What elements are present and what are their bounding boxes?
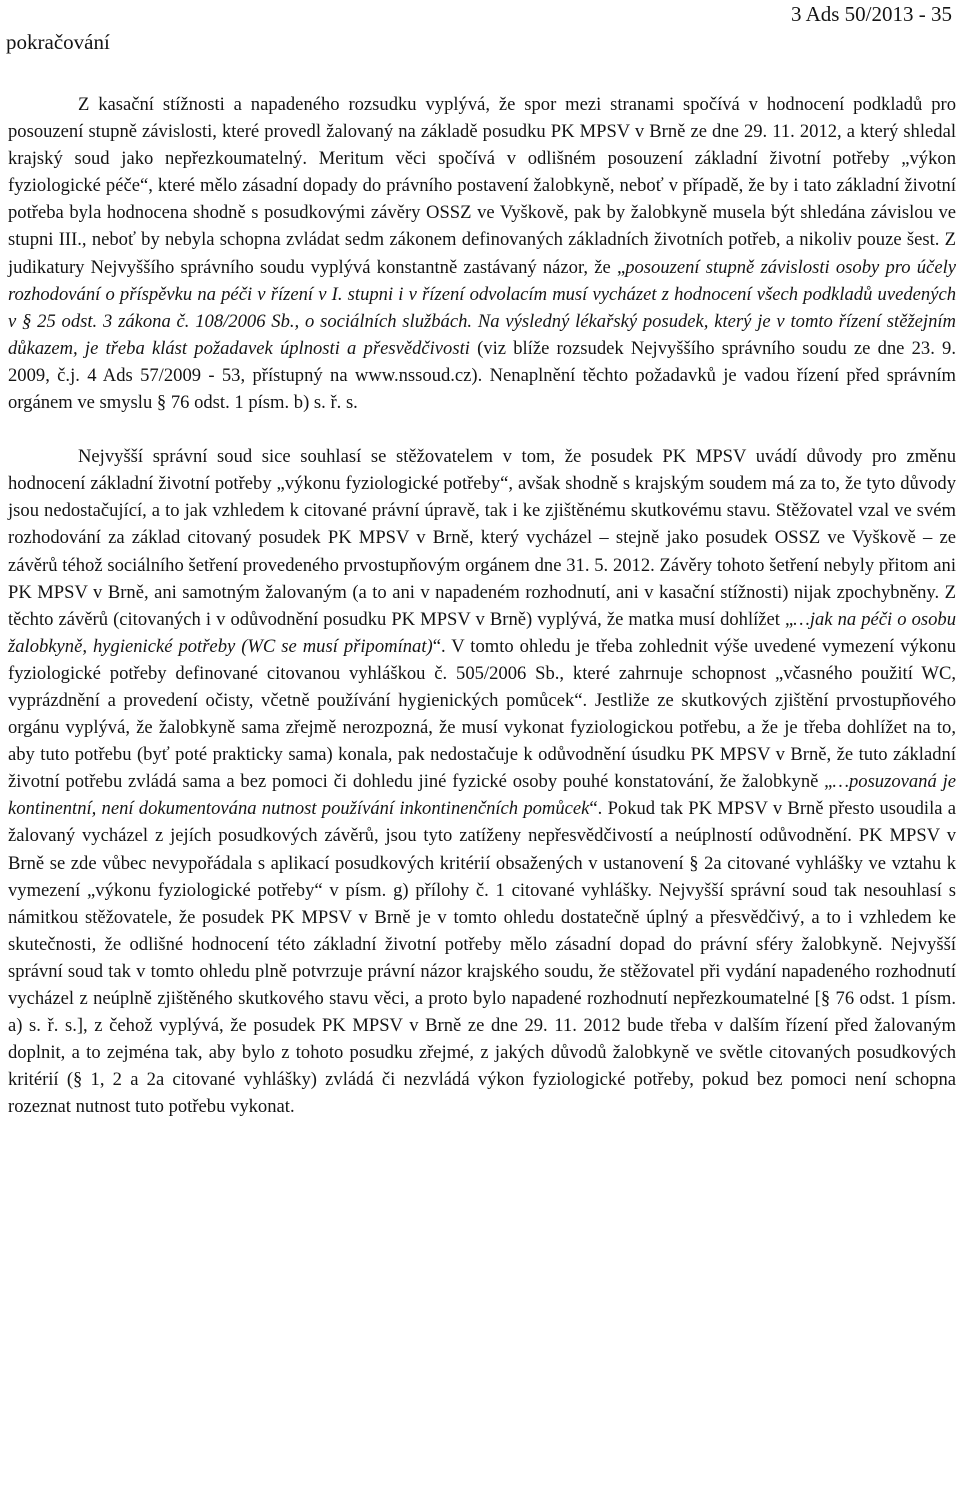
paragraph-1-text-end: (viz blíže rozsudek Nejvyššího správního soudu ze dne 23. 9. 2009, č.j. 4 Ads 57/2009 - 53, přístupný na www.nssoud.cz). Nenaplnění těchto požadavků je vadou řízení před správním orgánem ve smyslu § 76 odst. 1 písm. b) s. ř. s. — [8, 337, 956, 414]
paragraph-2 — [8, 443, 956, 1120]
paragraph-2-quote-1: …jak na péči o osobu žalobkyně, hygienické potřeby (WC se musí připomínat) — [8, 608, 956, 657]
paragraph-2-text: Nejvyšší správní soud sice souhlasí se stěžovatelem v tom, že posudek PK MPSV uvádí důvody pro změnu hodnocení základní životní potřeby „výkonu fyziologické potřeby“, avšak shodně s krajským soudem má za to, že tyto důvody jsou nedostačující, a to jak vzhledem k citované právní úpravě, tak i ke zjištěnému skutkovému stavu. Stěžovatel vzal ve svém rozhodování za základ citovaný posudek PK MPSV v Brně, který vycházel – stejně jako posudek OSSZ ve Vyškově – ze závěrů téhož sociálního šetření provedeného prvostupňovým orgánem dne 31. 5. 2012. Závěry tohoto šetření nebyly přitom ani PK MPSV v Brně, ani samotným žalovaným (a to ani v napadeném rozhodnutí, ani v kasační stížnosti) nijak zpochybněny. Z těchto závěrů (citovaných i v odůvodnění posudku PK MPSV v Brně) vyplývá, že matka musí dohlížet „ — [8, 446, 956, 630]
paragraph-2-quote-2: …posuzovaná je kontinentní, není dokumentována nutnost používání inkontinenčních pomůcek — [8, 771, 956, 820]
continuation-label: pokračování — [6, 30, 110, 54]
paragraph-1-text: Z kasační stížnosti a napadeného rozsudku vyplývá, že spor mezi stranami spočívá v hodnocení podkladů pro posouzení stupně závislosti, které provedl žalovaný na základě posudku PK MPSV v Brně ze dne 29. 11. 2012, a který shledal krajský soud jako nepřezkoumatelný. Meritum věci spočívá v odlišném posouzení základní životní potřeby „výkon fyziologické péče“, které mělo zásadní dopady do právního postavení žalobkyně, neboť v případě, že by i tato základní životní potřeba byla hodnocena shodně s posudkovými závěry OSSZ ve Vyškově, pak by žalobkyně musela být shledána závislou ve stupni III., neboť by nebyla schopna zvládat sedm zákonem definovaných základních životních potřeb, a nikoliv pouze šest. Z judikatury Nejvyššího správního soudu vyplývá konstantně zastávaný názor, že „ — [8, 94, 956, 278]
paragraph-1 — [8, 91, 956, 416]
paragraph-1-quote: posouzení stupně závislosti osoby pro účely rozhodování o příspěvku na péči v řízení v I. stupni i v řízení odvolacím musí vycházet z hodnocení všech podkladů uvedených v § 25 odst. 3 zákona č. 108/2006 Sb., o sociálních službách. Na výsledný lékařský posudek, který je v tomto řízení stěžejním důkazem, je třeba klást požadavek úplnosti a přesvědčivosti — [8, 256, 956, 359]
paragraph-2-text-mid: “. V tomto ohledu je třeba zohlednit výše uvedené vymezení výkonu fyziologické potřeby definované citovanou vyhláškou č. 505/2006 Sb., které zahrnuje schopnost „včasného použití WC, vyprázdnění a provedení očisty, včetně používání hygienických pomůcek“. Jestliže ze skutkových zjištění prvostupňového orgánu vyplývá, že žalobkyně sama zřejmě nerozpozná, že musí vykonat fyziologickou potřebu, a že je třeba dohlížet na to, aby tuto potřebu (byť poté prakticky sama) konala, pak nedostačuje k odůvodnění úsudku PK MPSV v Brně, že tuto základní životní potřebu zvládá sama a bez pomoci či dohledu jiné fyzické osoby pouhé konstatování, že žalobkyně „ — [8, 635, 956, 793]
paragraph-2-text-end: “. Pokud tak PK MPSV v Brně přesto usoudila a žalovaný vycházel z jejích posudkových závěrů, jsou tyto zatíženy nepřesvědčivostí a neúplností odůvodnění. PK MPSV v Brně se zde vůbec nevypořádala s aplikací posudkových kritérií obsažených v ustanovení § 2a citované vyhlášky ve vztahu k vymezení „výkonu fyziologické potřeby“ v písm. g) přílohy č. 1 citované vyhlášky. Nejvyšší správní soud tak nesouhlasí s námitkou stěžovatele, že posudek PK MPSV v Brně je v tomto ohledu dostatečně úplný a přesvědčivý, a to i vzhledem ke skutečnosti, že odlišné hodnocení této základní životní potřeby mělo zásadní dopad do právní sféry žalobkyně. Nejvyšší správní soud tak v tomto ohledu plně potvrzuje právní názor krajského soudu, že stěžovatel při vydání napadeného rozhodnutí vycházel z neúplně zjištěného skutkového stavu věci, a proto bylo napadené rozhodnutí nepřezkoumatelné [§ 76 odst. 1 písm. a) s. ř. s.], z čehož vyplývá, že posudek PK MPSV v Brně ze dne 29. 11. 2012 bude třeba v dalším řízení před žalovaným doplnit, a to zejména tak, aby bylo z tohoto posudku zřejmé, z jakých důvodů žalobkyně ve světle citovaných posudkových kritérií (§ 1, 2 a 2a citované vyhlášky) zvládá či nezvládá výkon fyziologické potřeby, pokud bez pomoci není schopna rozeznat nutnost tuto potřebu vykonat. — [8, 798, 957, 1118]
case-number: 3 Ads 50/2013 - 35 — [790, 2, 952, 26]
document-body — [8, 91, 956, 1120]
